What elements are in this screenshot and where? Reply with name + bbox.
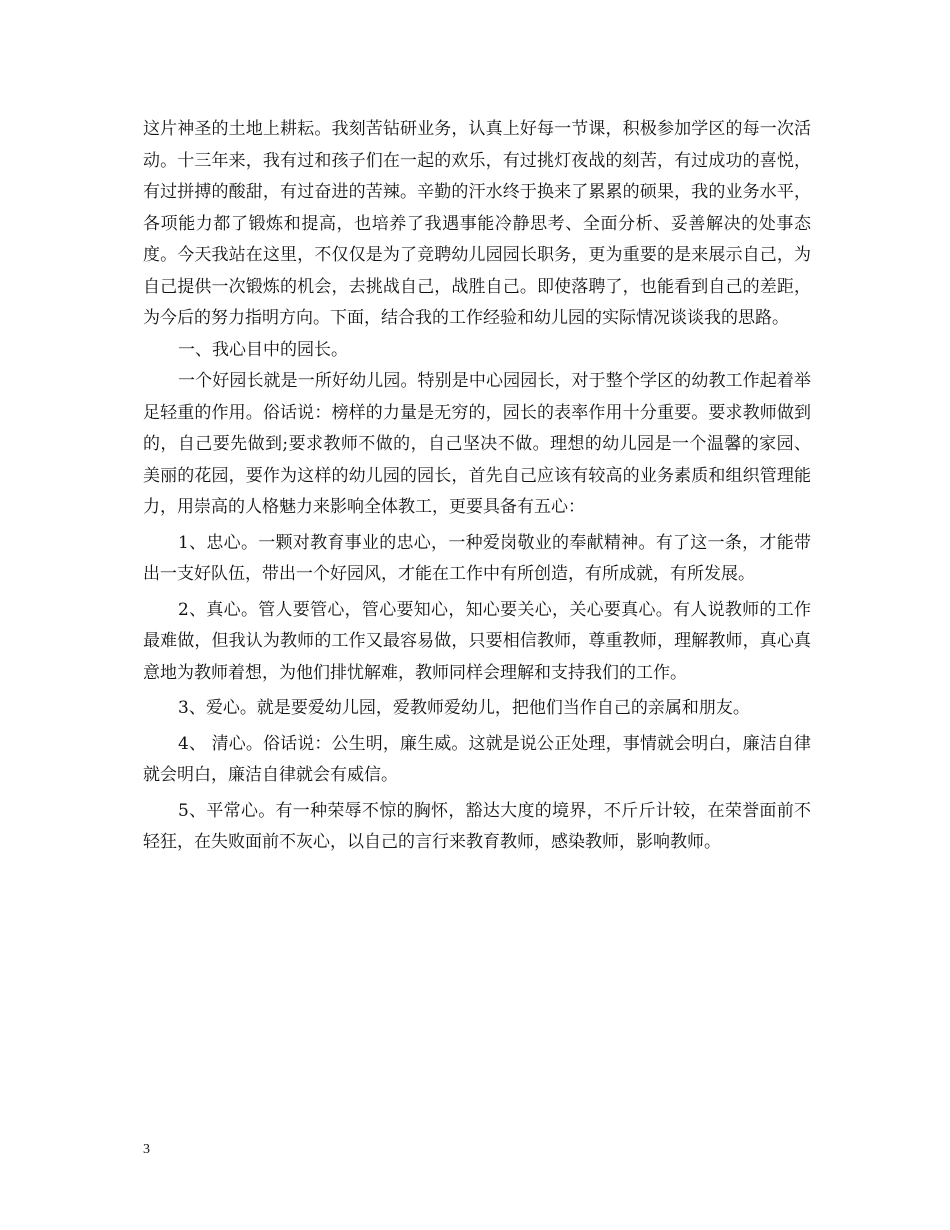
paragraph-good-director: 一个好园长就是一所好幼儿园。特别是中心园园长，对于整个学区的幼教工作起着举足轻重的作用。俗话说：榜样的力量是无穷的，园长的表率作用十分重要。要求教师做到的，自己要先做到;要求教师不做的，自己坚决不做。理想的幼儿园是一个温馨的家园、美丽的花园，要作为这样的幼儿园的园长，首先自己应该有较高的业务素质和组织管理能力，用崇高的人格魅力来影响全体教工，更要具备有五心： (143, 371, 811, 517)
document-body (143, 114, 811, 859)
section-heading-ideal-director: 一、我心目中的园长。 (178, 339, 348, 360)
paragraph-intro-continued: 这片神圣的土地上耕耘。我刻苦钻研业务，认真上好每一节课，积极参加学区的每一次活动。十三年来，我有过和孩子们在一起的欢乐，有过挑灯夜战的刻苦，有过成功的喜悦，有过拼搏的酸甜，有过奋进的苦辣。辛勤的汗水终于换来了累累的硕果，我的业务水平，各项能力都了锻炼和提高，也培养了我遇事能冷静思考、全面分析、妥善解决的处事态度。今天我站在这里，不仅仅是为了竞聘幼儿园园长职务，更为重要的是来展示自己，为自己提供一次锻炼的机会，去挑战自己，战胜自己。即使落聘了，也能看到自己的差距，为今后的努力指明方向。下面，结合我的工作经验和幼儿园的实际情况谈谈我的思路。 (143, 119, 811, 328)
paragraph-sincerity: 2、真心。管人要管心，管心要知心，知心要关心，关心要真心。有人说教师的工作最难做，但我认为教师的工作又最容易做，只要相信教师，尊重教师，理解教师，真心真意地为教师着想，为他们排忧解难，教师同样会理解和支持我们的工作。 (143, 599, 811, 683)
paragraph-loyalty: 1、忠心。一颗对教育事业的忠心，一种爱岗敬业的奉献精神。有了这一条，才能带出一支好队伍，带出一个好园风，才能在工作中有所创造，有所成就，有所发展。 (143, 532, 811, 584)
page-number: 3 (143, 1142, 150, 1157)
paragraph-love: 3、爱心。就是要爱幼儿园，爱教师爱幼儿，把他们当作自己的亲属和朋友。 (178, 698, 750, 718)
paragraph-integrity: 4、 清心。俗话说：公生明，廉生威。这就是说公正处理，事情就会明白，廉洁自律就会明白，廉洁自律就会有威信。 (143, 733, 811, 785)
paragraph-equanimity: 5、平常心。有一种荣辱不惊的胸怀，豁达大度的境界，不斤斤计较，在荣誉面前不轻狂，在失败面前不灰心，以自己的言行来教育教师，感染教师，影响教师。 (143, 800, 811, 852)
